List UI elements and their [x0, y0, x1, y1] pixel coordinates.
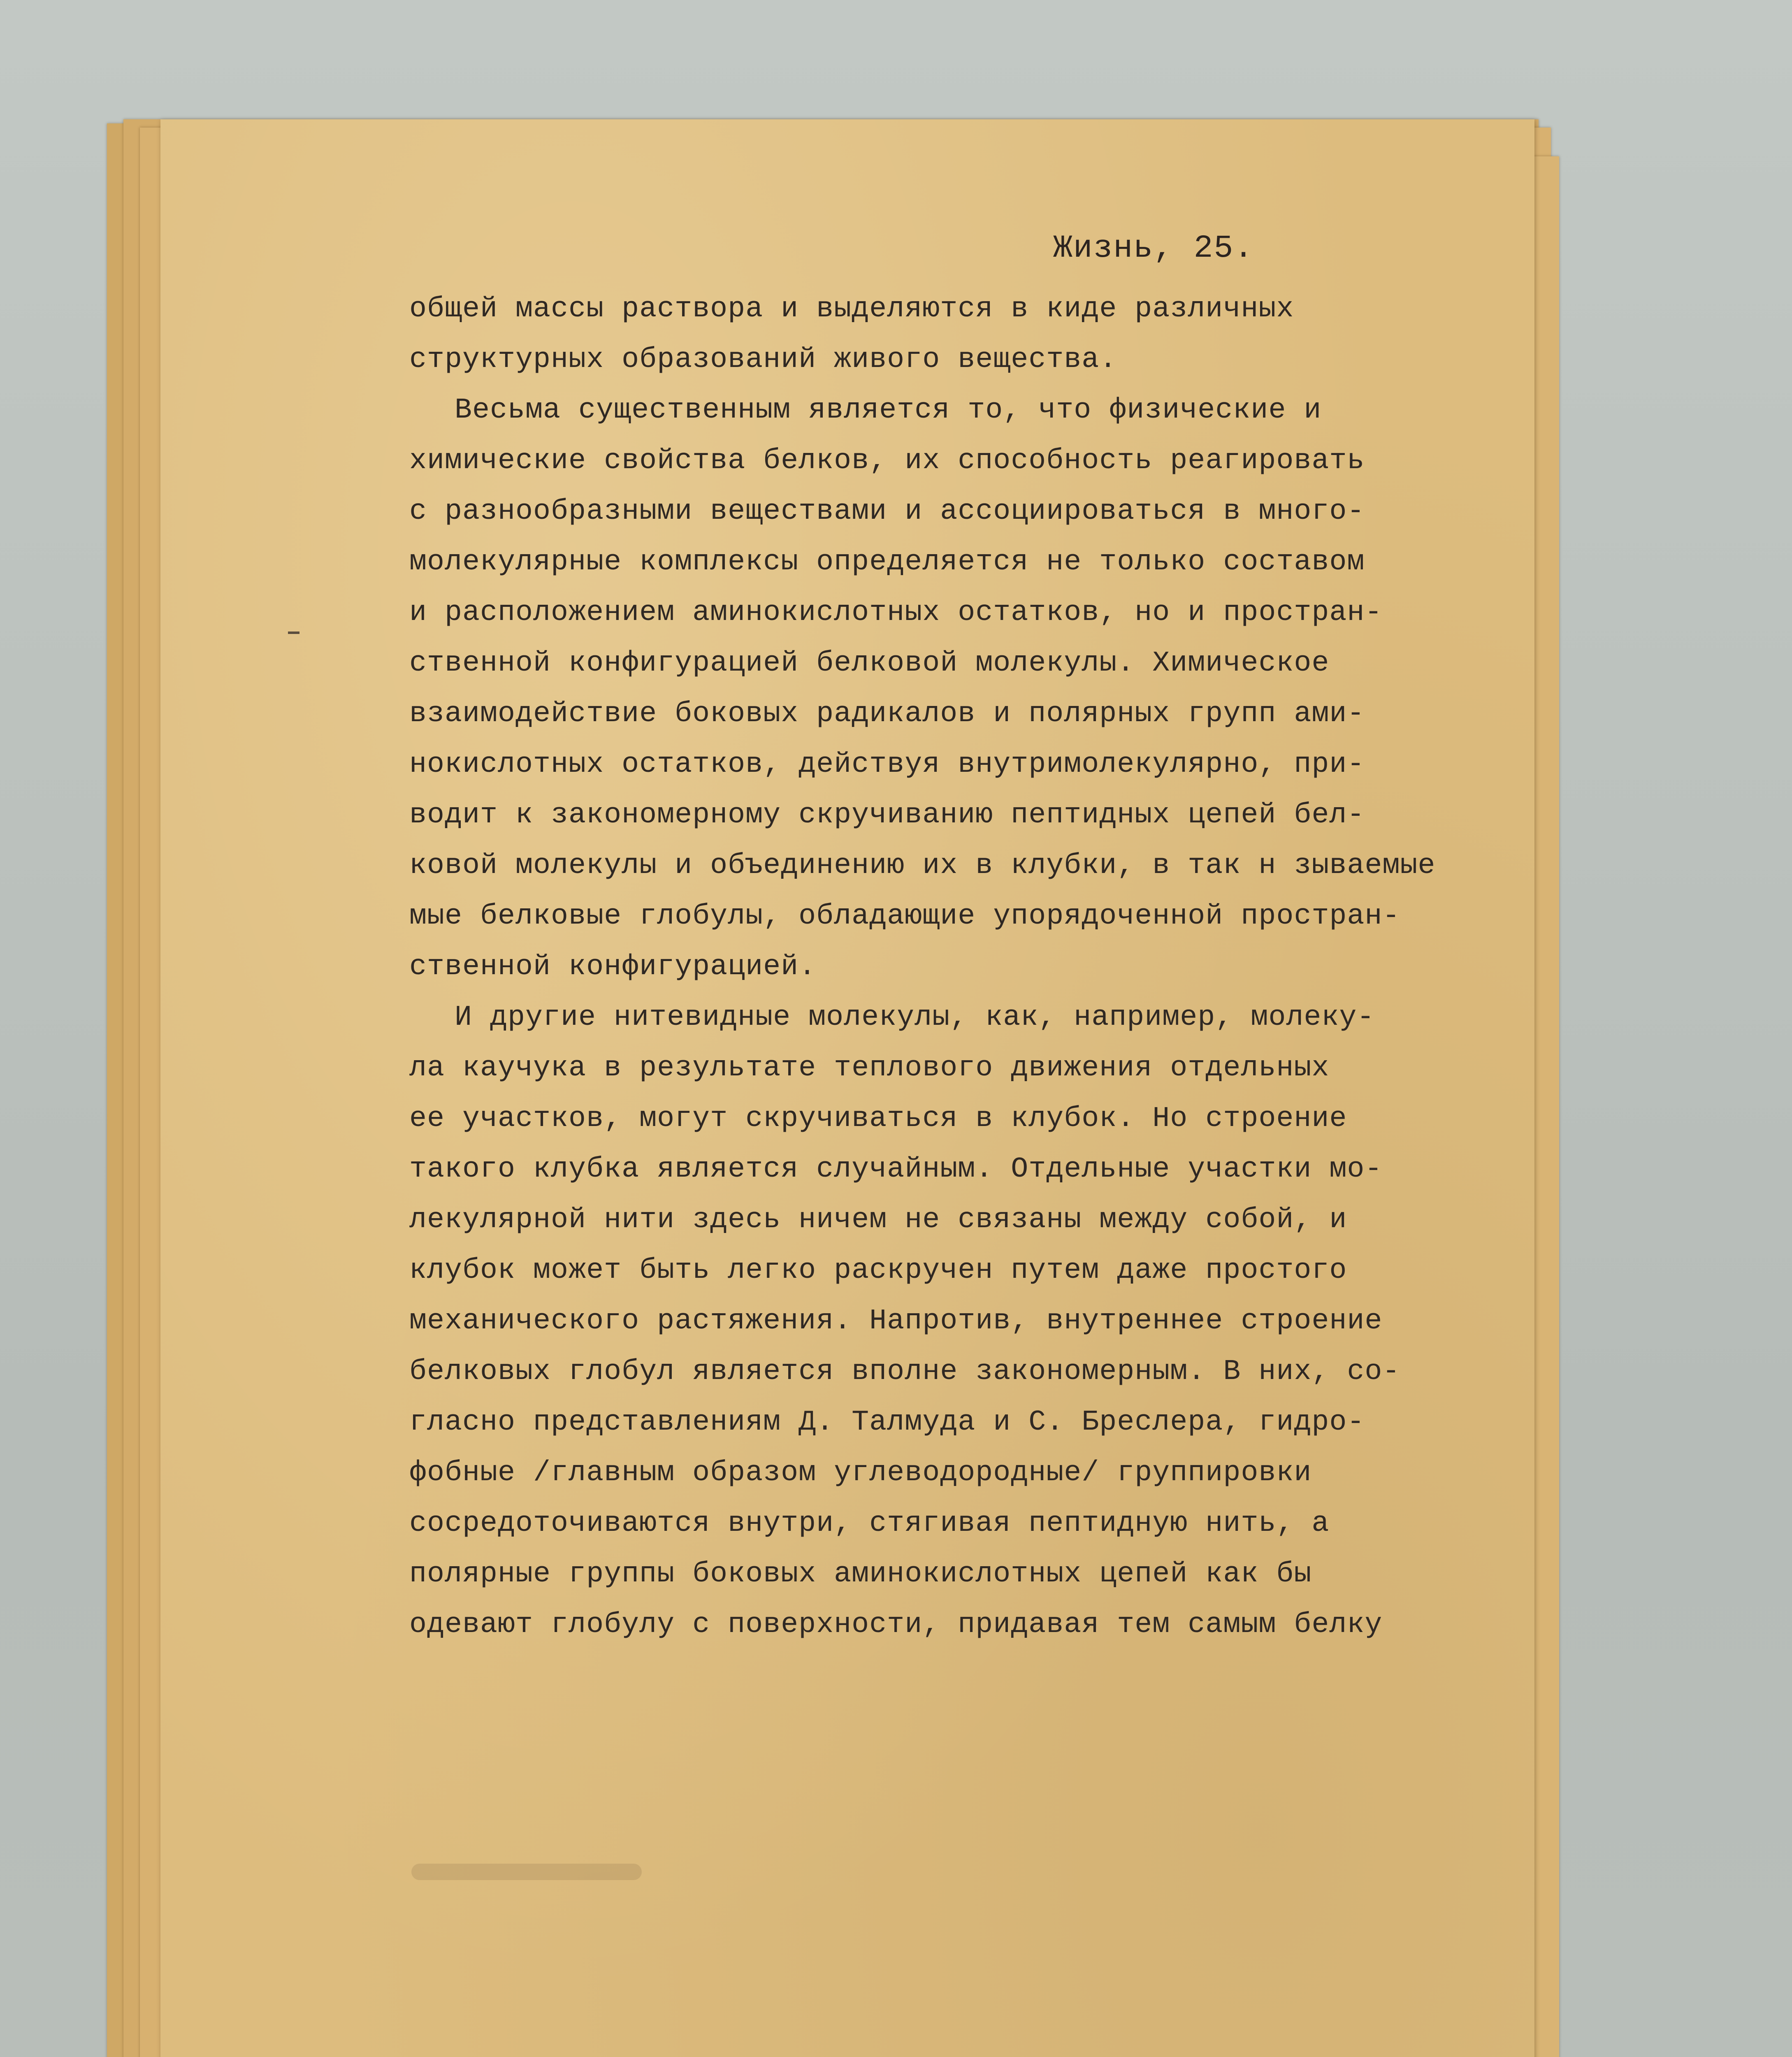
text-line: нокислотных остатков, действуя внутримолекулярно, при- [409, 748, 1365, 781]
text-line: мые белковые глобулы, обладающие упорядоченной простран- [409, 900, 1400, 933]
page-header: Жизнь, 25. [1053, 230, 1254, 267]
text-line: клубок может быть легко раскручен путем даже простого [409, 1254, 1347, 1287]
faint-stain [411, 1864, 642, 1880]
text-line: механического растяжения. Напротив, внутреннее строение [409, 1305, 1383, 1337]
text-line: ственной конфигурацией. [409, 951, 817, 983]
text-line: Весьма существенным является то, что физические и [455, 394, 1322, 427]
text-line: общей массы раствора и выделяются в киде различных [409, 293, 1294, 325]
text-line: ее участков, могут скручиваться в клубок. Но строение [409, 1103, 1347, 1135]
text-line: молекулярные комплексы определяется не только составом [409, 546, 1365, 578]
text-line: с разнообразными веществами и ассоциироваться в много- [409, 495, 1365, 528]
text-line: водит к закономерному скручиванию пептидных цепей бел- [409, 799, 1365, 831]
text-line: ла каучука в результате теплового движения отдельных [409, 1052, 1330, 1084]
page-body-text [409, 284, 1436, 1650]
text-line: лекулярной нити здесь ничем не связаны между собой, и [409, 1204, 1347, 1236]
text-line: белковых глобул является вполне закономерным. В них, со- [409, 1356, 1400, 1388]
text-line: гласно представлениям Д. Талмуда и С. Бреслера, гидро- [409, 1406, 1365, 1439]
text-line: И другие нитевидные молекулы, как, например, молеку- [455, 1001, 1375, 1034]
text-line: структурных образований живого вещества. [409, 344, 1117, 376]
text-line: химические свойства белков, их способность реагировать [409, 445, 1365, 477]
text-line: одевают глобулу с поверхности, придавая тем самым белку [409, 1609, 1383, 1641]
text-line: взаимодействие боковых радикалов и полярных групп ами- [409, 698, 1365, 730]
text-line: полярные группы боковых аминокислотных цепей как бы [409, 1558, 1312, 1590]
text-line: сосредоточиваются внутри, стягивая пептидную нить, а [409, 1507, 1330, 1540]
text-line: ственной конфигурацией белковой молекулы. Химическое [409, 647, 1330, 680]
text-line: такого клубка является случайным. Отдельные участки мо- [409, 1153, 1383, 1186]
text-line: фобные /главным образом углеводородные/ группировки [409, 1457, 1312, 1489]
text-line: и расположением аминокислотных остатков, но и простран- [409, 597, 1383, 629]
margin-mark [288, 631, 299, 634]
text-line: ковой молекулы и объединению их в клубки, в так н зываемые [409, 850, 1436, 882]
